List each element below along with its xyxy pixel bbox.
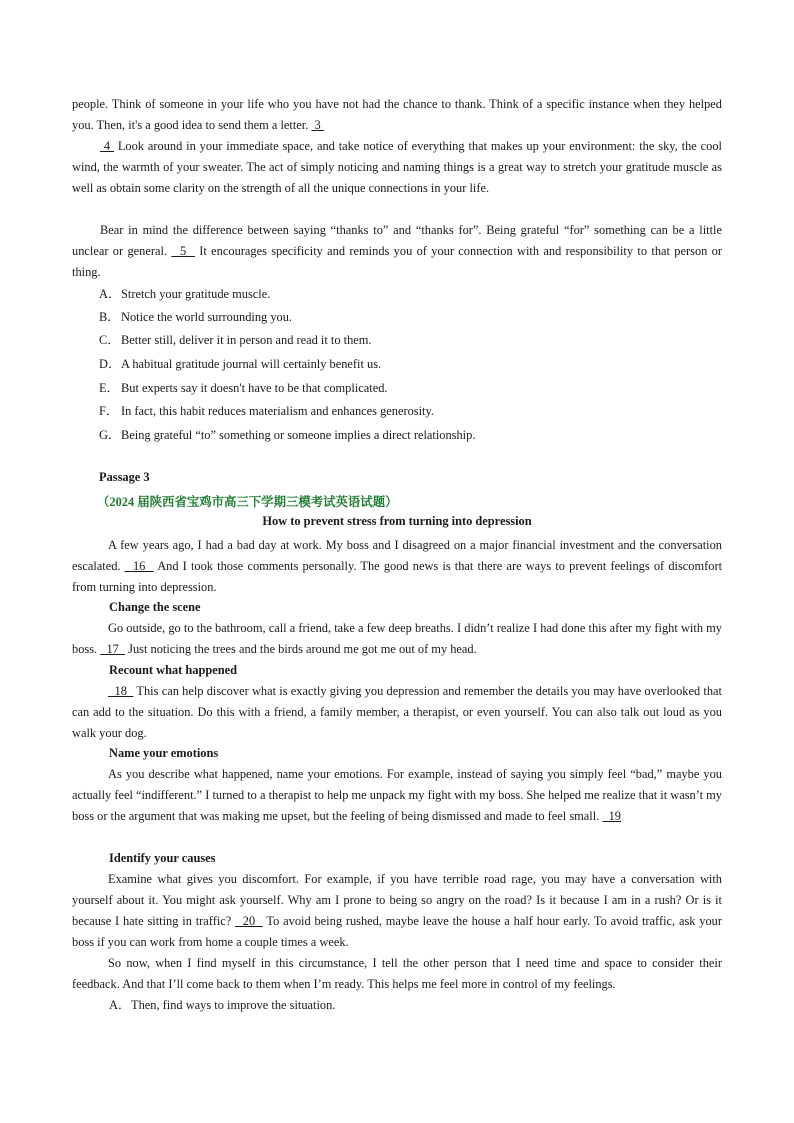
paragraph-text: Bear in mind the difference between saying “thanks to” and “thanks for”. Being grateful “for” something can be a little unclear or general. [72, 223, 722, 258]
option-letter: E． [99, 381, 119, 395]
blank-16: 16 [124, 559, 154, 573]
option-a [99, 284, 270, 304]
section-heading-emotions: Name your emotions [109, 746, 219, 760]
option-d [99, 354, 381, 374]
option-e [99, 378, 388, 398]
article-title: How to prevent stress from turning into depression [262, 514, 532, 528]
option-text: But experts say it doesn't have to be that complicated. [121, 381, 388, 395]
blank-17: 17 [100, 642, 126, 656]
paragraph-text: So now, when I find myself in this circumstance, I tell the other person that I need time and space to consider their feedback. And that I’ll come back to them when I’m ready. This helps me feel more in control of my feelings. [72, 956, 722, 991]
section-heading-causes: Identify your causes [109, 851, 216, 865]
blank-4: 4 [100, 139, 114, 153]
blank-18: 18 [108, 684, 134, 698]
passage3-conclusion-paragraph [72, 953, 722, 995]
paragraph-text: Go outside, go to the bathroom, call a friend, take a few deep breaths. I didn’t realize I had done this after my fight with my boss. [72, 621, 722, 656]
option-letter: B． [99, 310, 120, 324]
paragraph-text: And I took those comments personally. The good news is that there are ways to prevent feelings of discomfort from turning into depression. [72, 559, 723, 594]
paragraph-text: people. Think of someone in your life who you have not had the chance to thank. Think of a specific instance when they helped you. Then, it's a good idea to send them a letter. [72, 97, 722, 132]
option-text: Stretch your gratitude muscle. [121, 287, 271, 301]
option-letter: D． [99, 357, 121, 371]
paragraph-text: Look around in your immediate space, and take notice of everything that makes up your environment: the sky, the cool wind, the warmth of your sweater. The act of simply noticing and naming things is a great way to stretch your gratitude muscle as well as obtain some clarity on the strength of all the unique connections in your life. [72, 139, 722, 195]
paragraph-text: To avoid being rushed, maybe leave the house a half hour early. To avoid traffic, ask your boss if you can work from home a couple times a week. [72, 914, 723, 949]
blank-5: 5 [171, 244, 195, 258]
option-c [99, 330, 372, 350]
option-b [99, 307, 292, 327]
passage2-intro-paragraph [72, 94, 722, 136]
option-letter: F． [99, 404, 119, 418]
paragraph-text: This can help discover what is exactly giving you depression and remember the details you may have overlooked that can add to the situation. Do this with a friend, a family member, a therapist, or even yourself. You can also talk out loud as you walk your dog. [72, 684, 723, 740]
source-label: （2024 届陕西省宝鸡市高三下学期三模考试英语试题） [97, 495, 398, 509]
blank-3: 3 [311, 118, 324, 132]
option-a-passage3 [109, 995, 335, 1015]
option-letter: C． [99, 333, 120, 347]
passage2-look-paragraph [72, 136, 722, 199]
paragraph-text: Just noticing the trees and the birds around me got me out of my head. [128, 642, 477, 656]
passage3-recount-paragraph [72, 681, 722, 744]
option-text: A habitual gratitude journal will certainly benefit us. [121, 357, 382, 371]
blank-20: 20 [235, 914, 263, 928]
section-heading-recount: Recount what happened [109, 663, 238, 677]
paragraph-text: As you describe what happened, name your emotions. For example, instead of saying you simply feel “bad,” maybe you actually feel “indifferent.” I turned to a therapist to help me unpack my fight with my boss. She helped me realize that it wasn’t my boss or the argument that was making me upset, but the feeling of being dismissed and made to feel small. [72, 767, 722, 823]
blank-19: 19 [602, 809, 621, 823]
option-text: Being grateful “to” something or someone implies a direct relationship. [121, 428, 476, 442]
option-text: Notice the world surrounding you. [121, 310, 293, 324]
option-f [99, 401, 434, 421]
option-letter: A． [109, 998, 131, 1012]
passage3-emotions-paragraph [72, 764, 722, 827]
paragraph-text: A few years ago, I had a bad day at work. My boss and I disagreed on a major financial investment and the conversation escalated. [72, 538, 722, 573]
passage3-intro-paragraph [72, 535, 722, 598]
paragraph-text: Examine what gives you discomfort. For example, if you have terrible road rage, you may have a conversation with yourself about it. You might ask yourself. Why am I prone to being so angry on the road? Is it because I am in a rush? Or is it because I hate sitting in traffic? [72, 872, 722, 928]
option-g [99, 425, 475, 445]
paragraph-text: It encourages specificity and reminds you of your connection with and responsibility to that person or thing. [72, 244, 722, 279]
section-heading-change-scene: Change the scene [109, 600, 201, 614]
option-text: Then, find ways to improve the situation. [131, 998, 336, 1012]
option-letter: A． [99, 287, 121, 301]
option-letter: G． [99, 428, 121, 442]
passage2-bear-paragraph [72, 220, 722, 283]
passage-label: Passage 3 [99, 470, 150, 484]
passage3-causes-paragraph [72, 869, 722, 953]
passage3-scene-paragraph [72, 618, 722, 660]
option-text: In fact, this habit reduces materialism and enhances generosity. [121, 404, 434, 418]
option-text: Better still, deliver it in person and read it to them. [121, 333, 372, 347]
